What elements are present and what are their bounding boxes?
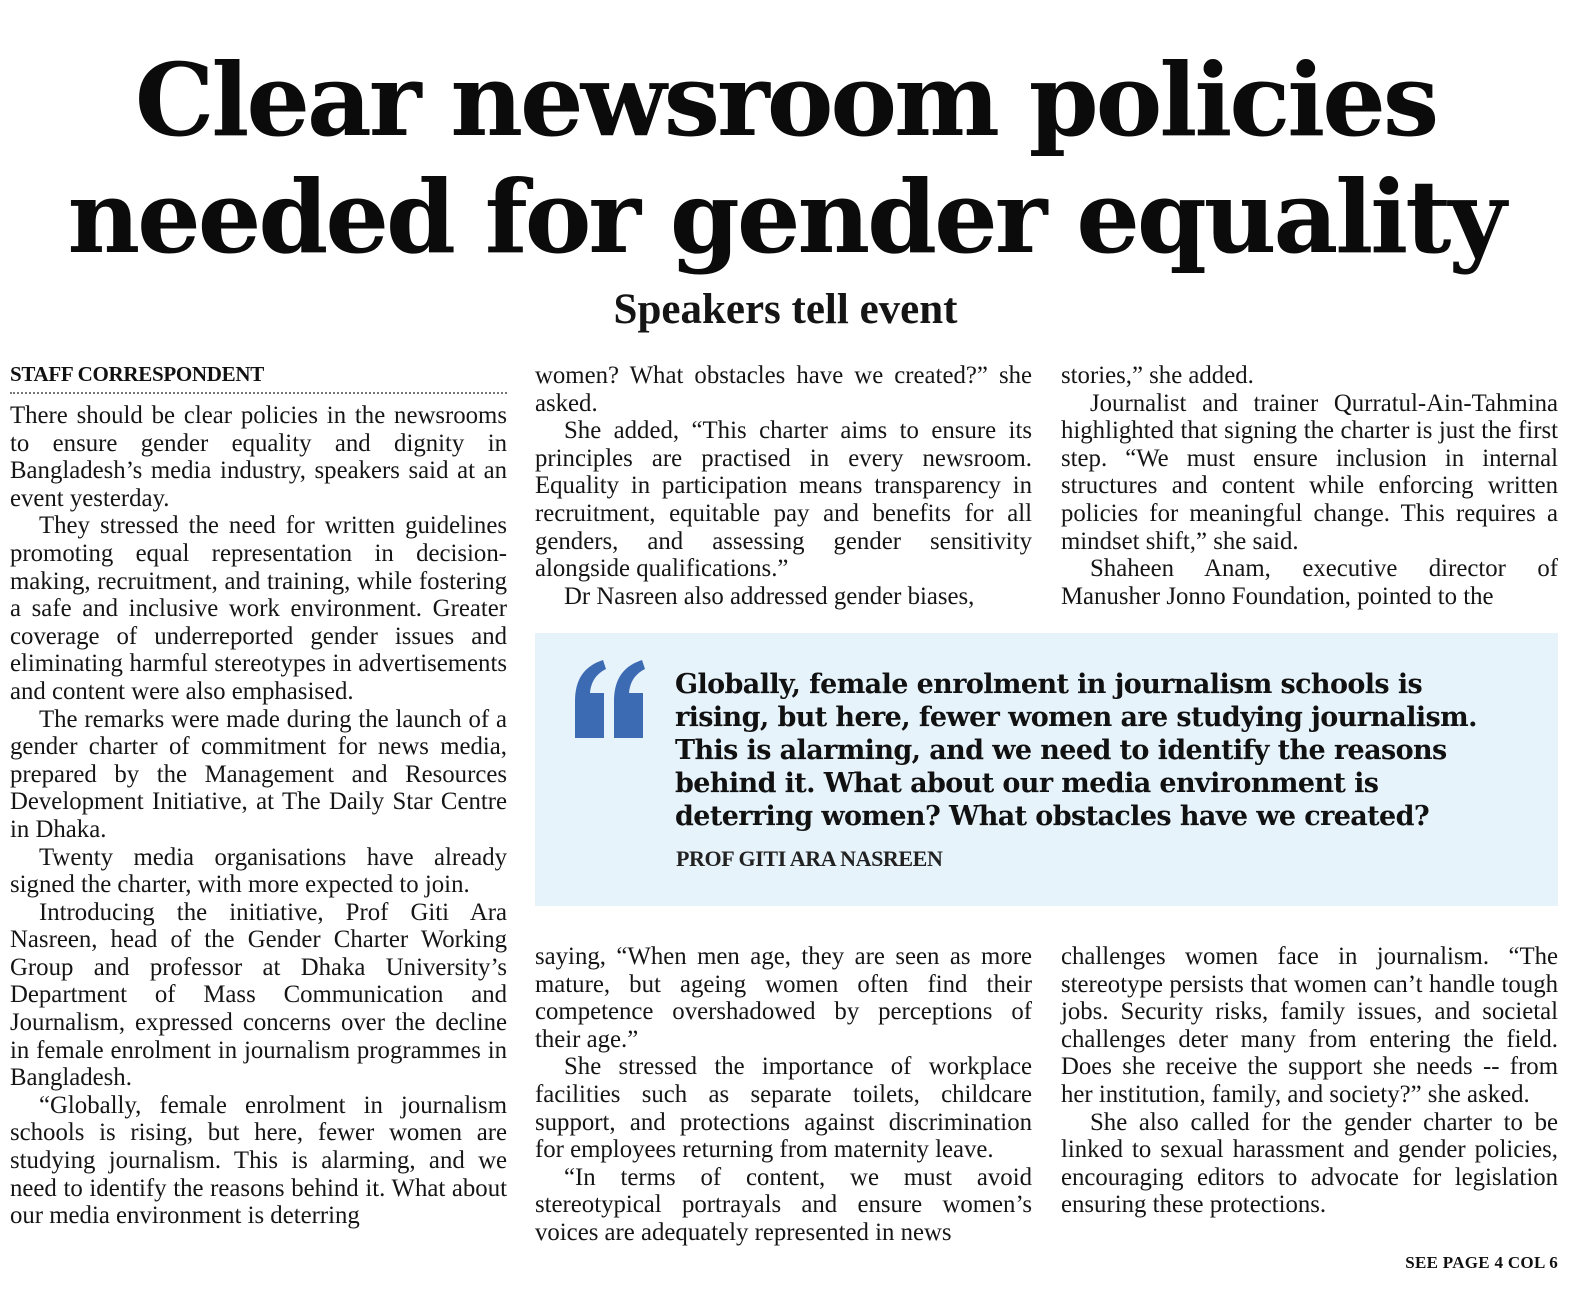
article-column-3-bottom	[1061, 943, 1558, 1219]
article-column-3-top	[1061, 362, 1558, 610]
headline-line-2: needed for gender equality	[67, 158, 1504, 276]
paragraph: saying, “When men age, they are seen as more mature, but ageing women often find their competence overshadowed by perceptions of their age.”	[535, 943, 1032, 1053]
paragraph: Twenty media organisations have already signed the charter, with more expected to join.	[10, 843, 507, 899]
paragraph: Dr Nasreen also addressed gender biases,	[564, 582, 975, 610]
article-column-2-top	[535, 362, 1032, 610]
paragraph: “Globally, female enrolment in journalism schools is rising, but here, fewer women are studying journalism. This is alarming, and we need to identify the reasons behind it. What about our media environment is deterring	[10, 1091, 507, 1230]
paragraph: stories,” she added.	[1061, 362, 1254, 389]
pull-quote-source: PROF GITI ARA NASREEN	[676, 846, 943, 871]
paragraph: She also called for the gender charter to be linked to sexual harassment and gender policies, encouraging editors to advocate for legislation ensuring these protections.	[1061, 1108, 1558, 1219]
quote-mark-icon	[573, 660, 645, 740]
pull-quote-line: deterring women? What obstacles have we created?	[675, 801, 1430, 832]
paragraph: women? What obstacles have we created?” she asked.	[535, 362, 1032, 417]
byline: STAFF CORRESPONDENT	[10, 362, 264, 386]
paragraph: There should be clear policies in the newsrooms to ensure gender equality and dignity in Bangladesh’s media industry, speakers said at an event yesterday.	[10, 402, 507, 512]
paragraph: She stressed the importance of workplace facilities such as separate toilets, childcare support, and protections against discrimination for employees returning from maternity leave.	[535, 1053, 1032, 1164]
pull-quote-line: This is alarming, and we need to identify the reasons	[675, 735, 1447, 766]
paragraph: challenges women face in journalism. “The stereotype persists that women can’t handle tough jobs. Security risks, family issues, and societal challenges deter many from entering the field. Does she receive the support she needs -- from her institution, family, and society?” she asked.	[1061, 943, 1558, 1108]
article-column-1	[10, 362, 507, 1230]
pull-quote-text	[675, 668, 1545, 833]
continuation-jump-line: SEE PAGE 4 COL 6	[1405, 1253, 1558, 1272]
paragraph: Introducing the initiative, Prof Giti Ara Nasreen, head of the Gender Charter Working Group and professor at Dhaka University’s Department of Mass Communication and Journalism, expressed concerns over the decline in female enrolment in journalism programmes in Bangladesh.	[10, 898, 507, 1092]
paragraph: “In terms of content, we must avoid stereotypical portrayals and ensure women’s voices are adequately represented in news	[535, 1163, 1032, 1246]
subheadline: Speakers tell event	[613, 286, 958, 333]
article-column-2-bottom	[535, 943, 1032, 1247]
pull-quote-line: Globally, female enrolment in journalism schools is	[675, 669, 1423, 700]
headline-line-1: Clear newsroom policies	[134, 41, 1437, 159]
paragraph: Journalist and trainer Qurratul-Ain-Tahmina highlighted that signing the charter is just the first step. “We must ensure inclusion in internal structures and content while enforcing written policies for meaningful change. This requires a mindset shift,” she said.	[1061, 389, 1558, 555]
headline	[0, 42, 1571, 276]
pull-quote-line: behind it. What about our media environment is	[675, 768, 1379, 799]
paragraph: They stressed the need for written guidelines promoting equal representation in decision-making, recruitment, and training, while fostering a safe and inclusive work environment. Greater coverage of underreported gender issues and eliminating harmful stereotypes in advertisements and content were also emphasised.	[10, 512, 507, 705]
byline-divider	[10, 392, 507, 394]
paragraph: She added, “This charter aims to ensure its principles are practised in every newsroom. Equality in participation means transparency in recruitment, equitable pay and benefits for all genders, and assessing gender sensitivity alongside qualifications.”	[535, 417, 1032, 583]
paragraph: The remarks were made during the launch of a gender charter of commitment for news media, prepared by the Management and Resources Development Initiative, at The Daily Star Centre in Dhaka.	[10, 705, 507, 843]
paragraph: Shaheen Anam, executive director of Manusher Jonno Foundation, pointed to the	[1061, 555, 1558, 610]
pull-quote-line: rising, but here, fewer women are studying journalism.	[675, 702, 1477, 733]
